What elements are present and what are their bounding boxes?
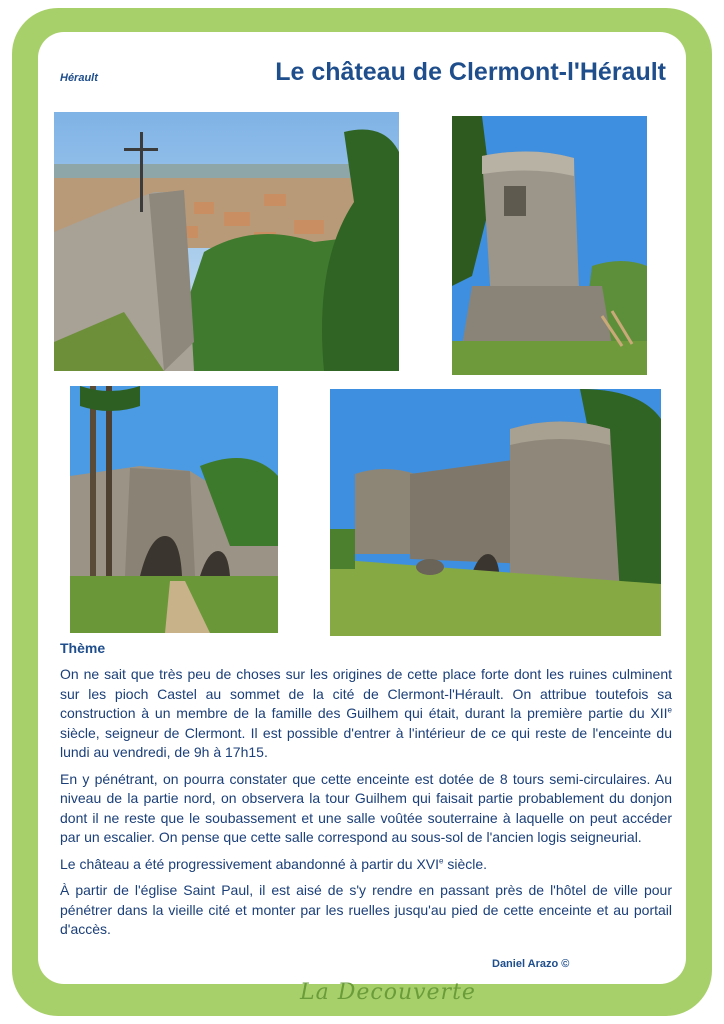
- photo-round-tower: [452, 116, 647, 375]
- region-label: Hérault: [60, 72, 98, 84]
- paragraph-enceinte: En y pénétrant, on pourra constater que cette enceinte est dotée de 8 tours semi-circulaires. Au niveau de la partie nord, on observera la tour Guilhem qui faisait partie probablement du donjon dont il ne reste que le soubassement et une salle voûtée souterraine à laquelle on peut accéder par un escalier. On pense que cette salle correspond au sous-sol de l'ancien logis seigneurial.: [60, 770, 672, 845]
- photo-enceinte-towers: [330, 389, 661, 636]
- paragraph-origins: On ne sait que très peu de choses sur les origines de cette place forte dont les ruines culminent sur les pioch Castel au sommet de la cité de Clermont-l'Hérault. On attribue toutefois sa construction à un membre de la famille des Guilhem qui était, durant la première partie du XIIe siècle, seigneur de Clermont. Il est possible d'entrer à l'intérieur de ce qui reste de l'enceinte du lundi au vendredi, de 9h à 17h15.: [60, 666, 672, 760]
- paragraph-abandon: Le château a été progressivement abandonné à partir du XVIe siècle.: [60, 855, 488, 872]
- brand-logo: La Decouverte: [300, 980, 476, 1005]
- article-body: [60, 665, 672, 947]
- author-credit: Daniel Arazo ©: [492, 958, 570, 970]
- section-heading: Thème: [60, 640, 106, 656]
- photo-cross-and-town: [54, 112, 399, 371]
- photo-ruins-trees: [70, 386, 278, 633]
- page-title: Le château de Clermont-l'Hérault: [275, 58, 666, 86]
- paragraph-access: À partir de l'église Saint Paul, il est aisé de s'y rendre en passant près de l'hôtel de ville pour pénétrer dans la vieille cité et monter par les ruelles jusqu'au pied de cette enceinte et au portail d'accès.: [60, 882, 672, 937]
